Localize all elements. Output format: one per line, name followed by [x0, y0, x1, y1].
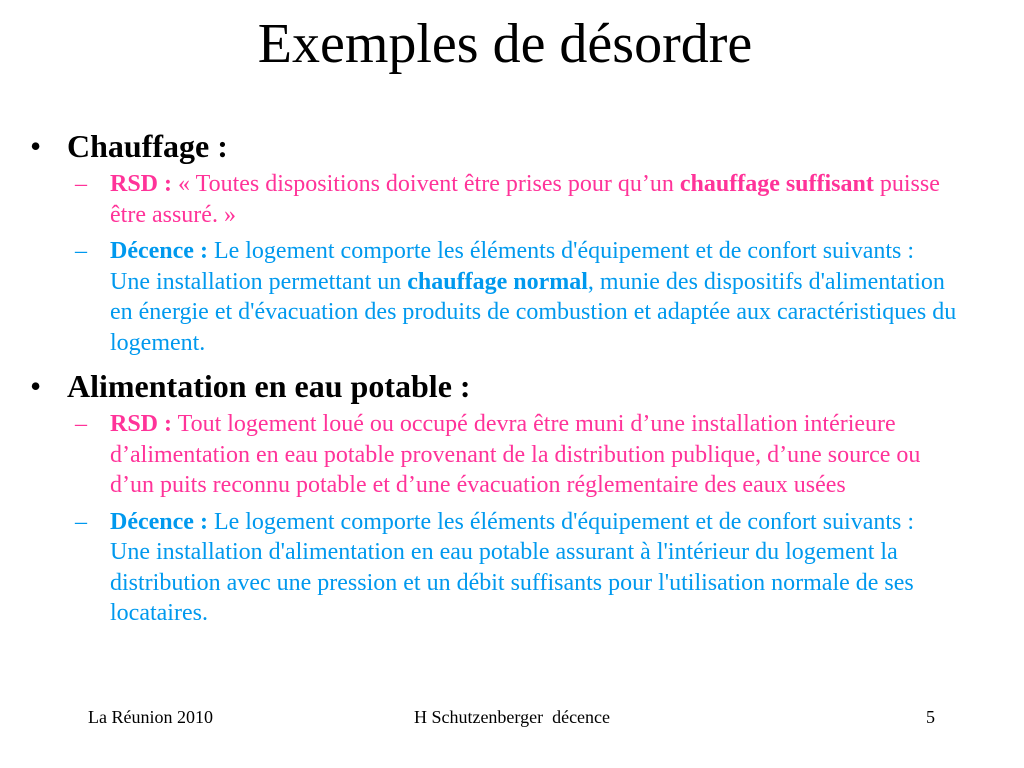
rsd-text: Tout logement loué ou occupé devra être muni d’une installation intérieure d’alimentation en eau potable provenant de la distribution publique, d’une source ou d’un puits reconnu potable et d’une évacuation réglementaire des eaux usées [110, 411, 921, 498]
dash-icon: – [75, 171, 87, 197]
rsd-text-part: puisse être assuré. » [110, 171, 940, 228]
decence-text-part: , munie des dispositifs d'alimentation en énergie et d'évacuation des produits de combustion et adaptée aux caractéristiques du logement. [110, 268, 957, 356]
eau-rsd-item [75, 409, 960, 501]
bullet-icon: • [30, 368, 42, 404]
decence-text-part: Le logement comporte les éléments d'équipement et de confort suivants : Une installation permettant un [110, 238, 915, 295]
dash-icon: – [75, 411, 87, 437]
decence-label: Décence : [110, 238, 208, 264]
footer-page-number: 5 [926, 707, 935, 727]
decence-label: Décence : [110, 508, 208, 535]
slide-content [30, 118, 960, 635]
dash-icon: – [75, 508, 87, 535]
decence-emphasis: chauffage normal [407, 268, 588, 295]
section-heading-label: Alimentation en eau potable : [67, 368, 471, 404]
slide-title: Exemples de désordre [257, 13, 753, 75]
rsd-label: RSD : [110, 171, 173, 197]
footer-location-date: La Réunion 2010 [88, 707, 213, 727]
eau-decence-item [75, 507, 960, 629]
footer-author-topic: H Schutzenberger décence [413, 707, 611, 727]
bullet-icon: • [30, 128, 42, 164]
section-heading-chauffage [30, 128, 960, 164]
rsd-emphasis: chauffage suffisant [679, 171, 874, 197]
section-heading-eau [30, 368, 960, 404]
section-heading-label: Chauffage : [67, 128, 228, 164]
decence-text: Le logement comporte les éléments d'équipement et de confort suivants : Une installation d'alimentation en eau potable assurant à l'intérieur du logement la distribution avec une pression et un débit suffisants pour l'utilisation normale de ses locataires. [110, 508, 915, 626]
rsd-text-part: « Toutes dispositions doivent être prises pour qu’un [178, 171, 680, 197]
chauffage-rsd-item [75, 169, 960, 230]
rsd-label: RSD : [110, 411, 173, 437]
dash-icon: – [75, 238, 87, 264]
chauffage-decence-item [75, 236, 960, 358]
